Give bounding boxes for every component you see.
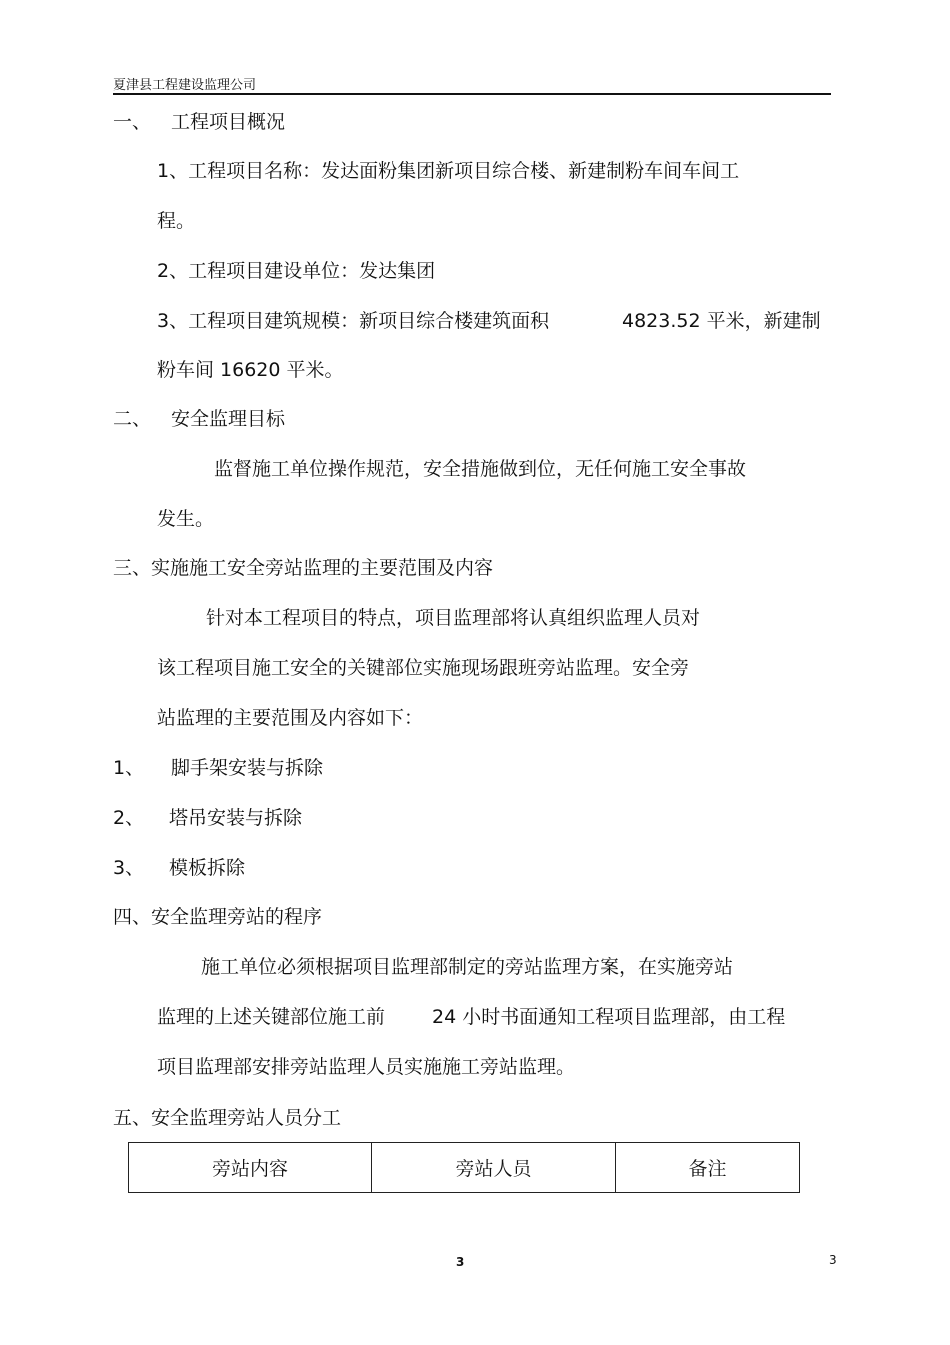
sec1-item3-part2: 4823.52 平米，新建制 xyxy=(622,310,821,332)
sec2-line2: 发生。 xyxy=(157,508,215,530)
table-header-personnel: 旁站人员 xyxy=(372,1143,616,1193)
sec4-line3: 项目监理部安排旁站监理人员实施施工旁站监理。 xyxy=(157,1056,576,1078)
sec1-item2: 2、工程项目建设单位：发达集团 xyxy=(157,260,436,282)
sec1-item1-line1: 1、工程项目名称：发达面粉集团新项目综合楼、新建制粉车间车间工 xyxy=(157,160,740,182)
sec1-item3-part1: 3、工程项目建筑规模：新项目综合楼建筑面积 xyxy=(157,310,550,332)
header-company: 夏津县工程建设监理公司 xyxy=(113,78,257,93)
table-header-content: 旁站内容 xyxy=(129,1143,372,1193)
sec3-line2: 该工程项目施工安全的关键部位实施现场跟班旁站监理。安全旁 xyxy=(157,657,690,679)
sec1-title: 工程项目概况 xyxy=(171,111,286,133)
table-header-remarks: 备注 xyxy=(616,1143,800,1193)
sec5-title: 五、安全监理旁站人员分工 xyxy=(113,1107,342,1129)
sec4-line1: 施工单位必须根据项目监理部制定的旁站监理方案，在实施旁站 xyxy=(201,956,734,978)
sec1-number: 一、 xyxy=(113,111,152,133)
sec3-item2-number: 2、 xyxy=(113,807,145,829)
sec4-line2-part1: 监理的上述关键部位施工前 xyxy=(157,1006,386,1028)
sec3-line3: 站监理的主要范围及内容如下： xyxy=(157,707,424,729)
page-number-right: 3 xyxy=(829,1253,837,1267)
sec3-title: 三、实施施工安全旁站监理的主要范围及内容 xyxy=(113,557,494,579)
sec4-title: 四、安全监理旁站的程序 xyxy=(113,906,323,928)
sec2-title: 安全监理目标 xyxy=(171,408,286,430)
staff-assignment-table xyxy=(128,1142,800,1193)
sec4-line2-part2: 24 小时书面通知工程项目监理部，由工程 xyxy=(432,1006,786,1028)
sec3-item3-number: 3、 xyxy=(113,857,145,879)
table-header-row xyxy=(129,1143,800,1193)
sec3-line1: 针对本工程项目的特点，项目监理部将认真组织监理人员对 xyxy=(206,607,701,629)
page-number-center: 3 xyxy=(456,1255,465,1269)
sec3-item1-text: 脚手架安装与拆除 xyxy=(171,757,324,779)
header-rule xyxy=(113,93,831,95)
sec2-number: 二、 xyxy=(113,408,152,430)
sec1-item3-line2: 粉车间 16620 平米。 xyxy=(157,359,344,381)
sec1-item1-line2: 程。 xyxy=(157,210,196,232)
sec2-line1: 监督施工单位操作规范，安全措施做到位，无任何施工安全事故 xyxy=(214,458,747,480)
sec3-item2-text: 塔吊安装与拆除 xyxy=(169,807,303,829)
sec3-item1-number: 1、 xyxy=(113,757,145,779)
sec3-item3-text: 模板拆除 xyxy=(169,857,246,879)
